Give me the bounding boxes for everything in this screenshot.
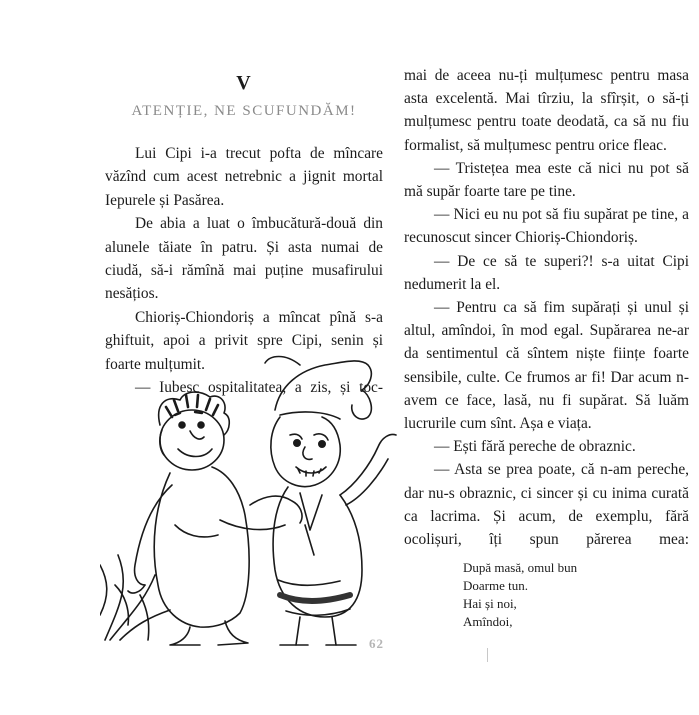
paragraph: — Nici eu nu pot să fiu supărat pe tine, a recunoscut sincer Chioriș-Chiondoriș. [404,206,689,247]
chapter-number: V [236,72,252,94]
illustration-two-characters [100,355,398,650]
paragraph: — Tristețea mea este că nici nu pot să mă supăr foarte tare pe tine. [404,159,689,201]
paragraph: De abia a luat o îmbucătură-două din alunele tăiate în patru. Și asta numai de ciudă, să-i rămînă mai puține musafirului nesățios. [105,215,383,303]
poem-line: Hai și noi, [463,596,517,612]
poem-line: Amîndoi, [463,614,513,630]
paragraph: — Pentru ca să fim supărați și unul și altul, amîndoi, în mod egal. Supărarea ne-ar da sentimentul că sîntem niște ființe foarte sensibile, culte. Ce frumos ar fi! Dar acum n-avem ce face, lasă, nu fi supărat. Să luăm lucrurile cum sînt. Așa e viața. [404,299,689,433]
chapter-title: ATENȚIE, NE SCUFUNDĂM! [131,103,357,119]
cartoon-illustration [100,355,398,650]
page-number: 62 [369,636,384,651]
paragraph: — Iubesc ospitalitatea, a zis, și toc- [135,379,383,397]
paragraph: mai de aceea nu-ți mulțumesc pentru masa asta excelentă. Mai tîrziu, la sfîrșit, o să-ți mulțumesc pentru toate deodată, ca să nu fiu formalist, să mulțumesc pentru orice fleac. [404,67,689,154]
poem-line: După masă, omul bun [463,560,578,576]
left-column [105,60,383,399]
poem-line: Doarme tun. [463,578,528,594]
paragraph: — De ce să te superi?! s-a uitat Cipi nedumerit la el. [404,252,689,293]
poem [463,559,689,631]
paragraph: — Ești fără pereche de obraznic. [434,438,636,456]
margin-mark [487,648,488,662]
paragraph: — Asta se prea poate, că n-am pereche, dar nu-s obraznic, ci sincer și cu inima curată ca lacrima. Și acum, de exemplu, fără ocolișuri, îți spun părerea mea: [404,461,689,549]
right-column [404,64,689,631]
paragraph: Chioriș-Chiondoriș a mîncat pînă s-a ghiftuit, apoi a privit spre Cipi, senin și foarte mulțumit. [105,308,383,373]
paragraph: Lui Cipi i-a trecut pofta de mîncare văzînd cum acest netrebnic a jignit mortal Iepurele și Pasărea. [105,145,383,209]
